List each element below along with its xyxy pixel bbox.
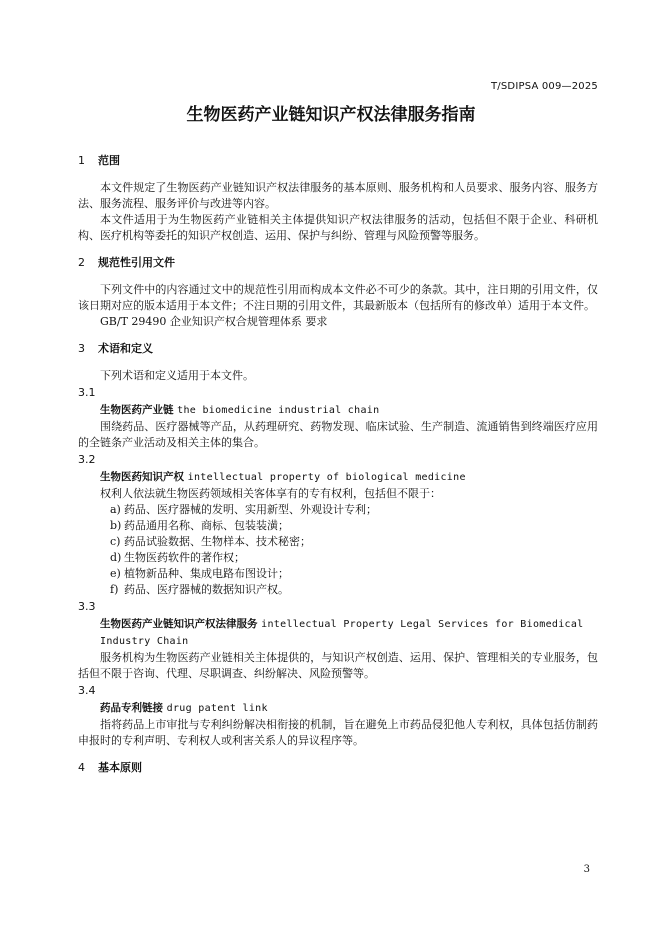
- document-title: 生物医药产业链知识产权法律服务指南: [186, 105, 476, 125]
- page-number: 3: [583, 864, 590, 875]
- clause-number: 3.4: [78, 684, 96, 697]
- paragraph: 下列术语和定义适用于本文件。: [100, 369, 254, 382]
- term-chinese: 生物医药产业链: [100, 404, 174, 416]
- list-item: e) 植物新品种、集成电路布图设计；: [110, 567, 289, 580]
- document-body: [78, 152, 598, 777]
- term-chinese: 生物医药知识产权: [100, 471, 184, 483]
- standard-code: T/SDIPSA 009—2025: [491, 81, 598, 92]
- list-item: f) 药品、医疗器械的数据知识产权。: [110, 583, 289, 596]
- paragraph: 本文件规定了生物医药产业链知识产权法律服务的基本原则、服务机构和人员要求、服务内容、服务方法、服务流程、服务评价与改进等内容。: [78, 181, 598, 210]
- term-definition: 指将药品上市审批与专利纠纷解决相衔接的机制，旨在避免上市药品侵犯他人专利权，具体包括仿制药申报时的专利声明、专利权人或利害关系人的异议程序等。: [78, 718, 598, 747]
- list-item: a) 药品、医疗器械的发明、实用新型、外观设计专利；: [110, 503, 377, 516]
- term-entry: [78, 402, 598, 419]
- section-heading-terms: [78, 340, 598, 358]
- list-item: c) 药品试验数据、生物样本、技术秘密；: [110, 535, 311, 548]
- list-item: b) 药品通用名称、商标、包装装潢；: [110, 519, 289, 532]
- term-entry: [78, 469, 598, 486]
- paragraph: 下列文件中的内容通过文中的规范性引用而构成本文件必不可少的条款。其中，注日期的引用文件，仅该日期对应的版本适用于本文件；不注日期的引用文件，其最新版本（包括所有的修改单）适用于本文件。: [78, 283, 598, 312]
- section-number: 4: [78, 761, 85, 774]
- term-english: drug patent link: [166, 703, 268, 714]
- section-number: 2: [78, 256, 85, 269]
- term-entry: [78, 700, 598, 717]
- list-item: d) 生物医药软件的著作权；: [110, 551, 245, 564]
- clause-number: 3.1: [78, 386, 96, 399]
- term-chinese: 药品专利链接: [100, 702, 163, 714]
- term-definition: 服务机构为生物医药产业链相关主体提供的，与知识产权创造、运用、保护、管理相关的专业服务，包括但不限于咨询、代理、尽职调查、纠纷解决、风险预警等。: [78, 651, 598, 680]
- section-title: 规范性引用文件: [98, 256, 175, 269]
- section-title: 术语和定义: [98, 342, 153, 355]
- section-title: 范围: [98, 154, 120, 167]
- term-definition: 权利人依法就生物医药领域相关客体享有的专有权利，包括但不限于：: [100, 487, 441, 500]
- clause-number: 3.3: [78, 600, 96, 613]
- term-chinese: 生物医药产业链知识产权法律服务: [100, 618, 258, 630]
- reference-entry: GB/T 29490 企业知识产权合规管理体系 要求: [100, 315, 328, 328]
- paragraph: 本文件适用于为生物医药产业链相关主体提供知识产权法律服务的活动，包括但不限于企业、科研机构、医疗机构等委托的知识产权创造、运用、保护与纠纷、管理与风险预警等服务。: [78, 213, 598, 242]
- section-number: 3: [78, 342, 85, 355]
- term-english: the biomedicine industrial chain: [177, 405, 380, 416]
- clause-number: 3.2: [78, 453, 96, 466]
- term-entry: [78, 616, 598, 650]
- term-english: intellectual property of biological medicine: [187, 472, 466, 483]
- term-definition: 围绕药品、医疗器械等产品，从药理研究、药物发现、临床试验、生产制造、流通销售到终端医疗应用的全链条产业活动及相关主体的集合。: [78, 420, 598, 449]
- section-title: 基本原则: [98, 761, 142, 774]
- section-heading-basic-principles: [78, 759, 598, 777]
- section-heading-scope: [78, 152, 598, 170]
- section-number: 1: [78, 154, 85, 167]
- term-english: intellectual Property Legal Services for Biomedical Industry Chain: [100, 619, 584, 647]
- section-heading-normative-references: [78, 254, 598, 272]
